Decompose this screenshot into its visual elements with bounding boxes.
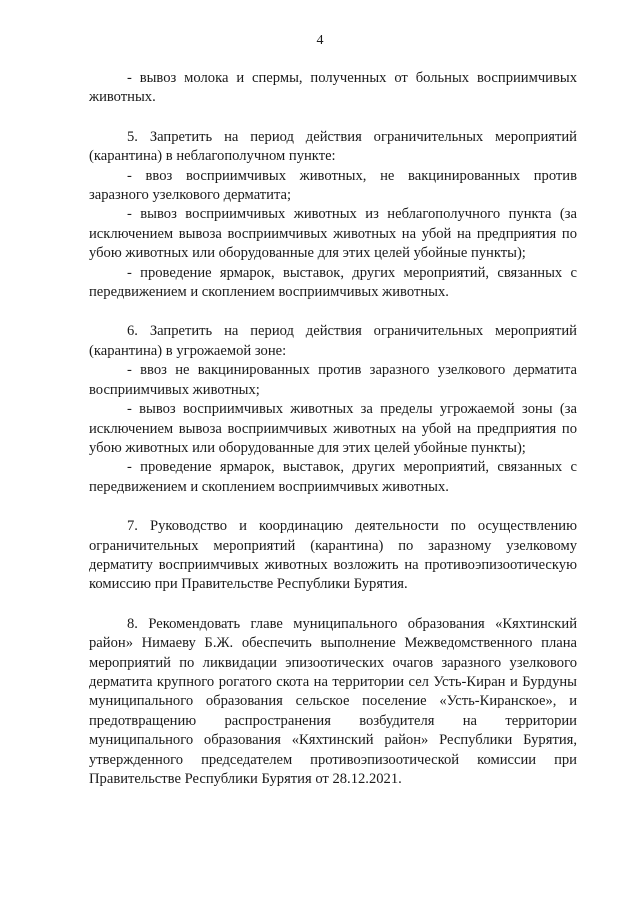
document-paragraph: - проведение ярмарок, выставок, других мероприятий, связанных с передвижением и скоплением восприимчивых животных. xyxy=(89,264,577,301)
document-paragraph: - ввоз не вакцинированных против заразного узелкового дерматита восприимчивых животных; xyxy=(89,362,577,398)
document-paragraph: 8. Рекомендовать главе муниципального образования «Кяхтинский район» Нимаеву Б.Ж. обеспечить выполнение Межведомственного плана мероприятий по ликвидации эпизоотических очагов заразного узелкового дерматита крупного рогатого скота на территории сел Усть-Киран и Бурдуны муниципального образования сельское поселение «Усть-Киранское», и предотвращению распространения возбудителя на территории муниципального образования «Кяхтинский район» Республики Бурятия, утвержденного председателем противоэпизоотической комиссии при Правительстве Республики Бурятия от 28.12.2021. xyxy=(89,615,577,787)
paragraph-spacer xyxy=(89,595,577,615)
document-paragraph: - вывоз восприимчивых животных из неблагополучного пункта (за исключением вывоза восприимчивых животных на убой на предприятия по убою животных или оборудованные для этих целей убойные пункты); xyxy=(89,206,577,262)
paragraph-spacer xyxy=(89,497,577,517)
document-body xyxy=(89,69,577,789)
document-paragraph: 7. Руководство и координацию деятельности по осуществлению ограничительных мероприятий (карантина) по заразному узелковому дерматиту восприимчивых животных возложить на противоэпизоотическую комиссию при Правительстве Республики Бурятия. xyxy=(89,518,577,593)
document-paragraph: - ввоз восприимчивых животных, не вакцинированных против заразного узелкового дерматита; xyxy=(89,167,577,204)
document-paragraph: 5. Запретить на период действия ограничительных мероприятий (карантина) в неблагополучном пункте: xyxy=(89,128,577,165)
document-paragraph: - вывоз восприимчивых животных за пределы угрожаемой зоны (за исключением вывоза восприимчивых животных на убой на предприятия по убою животных или оборудованные для этих целей убойные пункты); xyxy=(89,401,577,456)
document-paragraph: - вывоз молока и спермы, полученных от больных восприимчивых животных. xyxy=(89,70,577,106)
document-paragraph: - проведение ярмарок, выставок, других мероприятий, связанных с передвижением и скоплением восприимчивых животных. xyxy=(89,459,577,495)
paragraph-spacer xyxy=(89,108,577,128)
document-paragraph: 6. Запретить на период действия ограничительных мероприятий (карантина) в угрожаемой зоне: xyxy=(89,323,577,359)
page-number: 4 xyxy=(316,33,324,48)
paragraph-spacer xyxy=(89,302,577,322)
